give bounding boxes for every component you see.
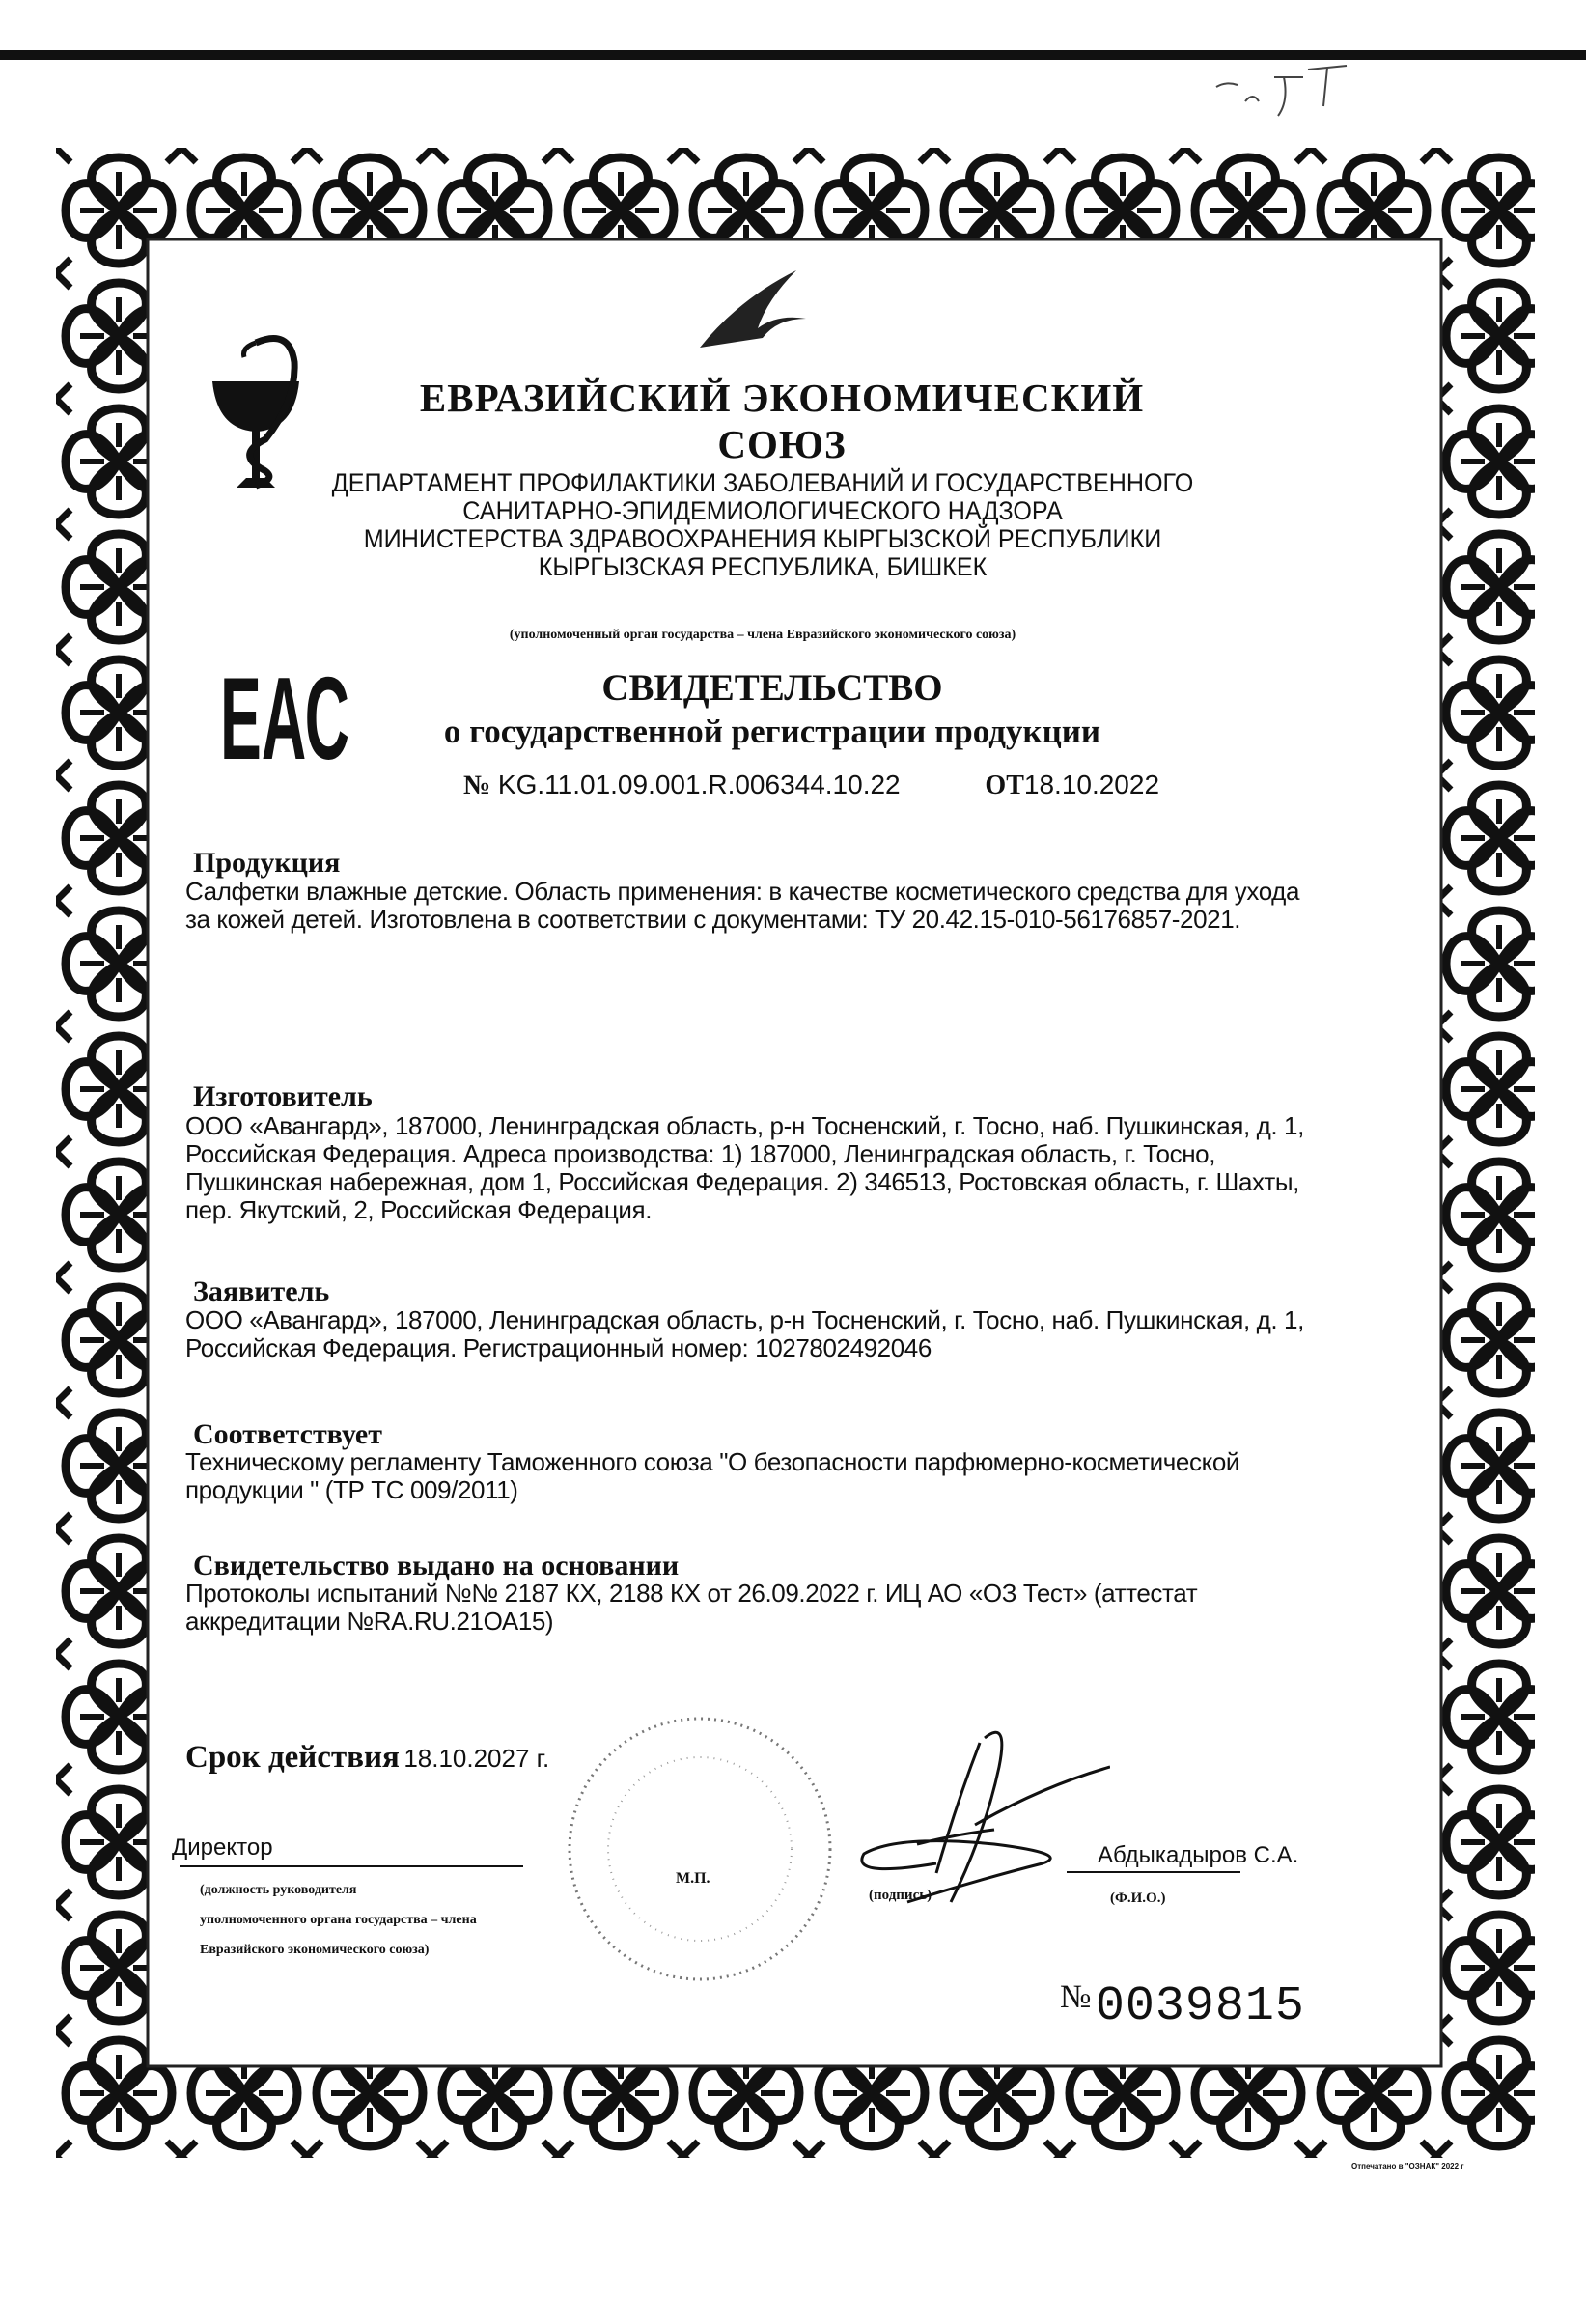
- position-line: [180, 1865, 523, 1867]
- eac-logo: [220, 653, 349, 784]
- department-line-4: КЫРГЫЗСКАЯ РЕСПУБЛИКА, БИШКЕК: [538, 552, 988, 581]
- position-note-3: Евразийского экономического союза): [200, 1943, 430, 1957]
- signature-label: (подпись): [869, 1888, 932, 1903]
- registration-number-value: KG.11.01.09.001.R.006344.10.22: [497, 770, 901, 799]
- signatory-name: Абдыкадыров С.А.: [1098, 1842, 1299, 1868]
- section-heading-conformity: Соответствует: [193, 1418, 382, 1450]
- certificate-title: СВИДЕТЕЛЬСТВО: [601, 667, 943, 709]
- department-line-3: МИНИСТЕРСТВА ЗДРАВООХРАНЕНИЯ КЫРГЫЗСКОЙ РЕСПУБЛИКИ: [363, 524, 1162, 553]
- section-text-basis: Протоколы испытаний №№ 2187 КХ, 2188 КХ от 26.09.2022 г. ИЦ АО «ОЗ Тест» (аттестат аккредитации №RA.RU.21ОА15): [185, 1579, 1198, 1636]
- section-heading-product: Продукция: [193, 847, 341, 879]
- section-text-manufacturer: ООО «Авангард», 187000, Ленинградская область, р-н Тосненский, г. Тосно, наб. Пушкинская, д. 1, Российская Федерация. Адреса производства: 1) 187000, Ленинградская область, г. Тосно, Пушкинская набережная, дом 1, Российская Федерация. 2) 346513, Ростовская область, г. Шахты, пер. Якутский, 2, Российская Федерация.: [185, 1111, 1304, 1224]
- form-number: [1060, 1979, 1305, 2034]
- registration-number: [463, 770, 1159, 801]
- form-number-value: 0039815: [1095, 1979, 1305, 2034]
- section-heading-applicant: Заявитель: [193, 1275, 330, 1307]
- date-prefix: ОТ: [985, 770, 1024, 800]
- eac-mark-text: ЕАС: [220, 653, 349, 784]
- authority-note: (уполномоченный орган государства – члена Евразийского экономического союза): [509, 628, 1016, 642]
- union-title: ЕВРАЗИЙСКИЙ ЭКОНОМИЧЕСКИЙ СОЮЗ: [419, 376, 1145, 466]
- section-text-product: Салфетки влажные детские. Область применения: в качестве косметического средства для ухода за кожей детей. Изготовлена в соответствии с документами: ТУ 20.42.15-010-56176857-2021.: [185, 877, 1300, 934]
- printer-note: Отпечатано в "ОЗНАК" 2022 г: [1351, 2162, 1464, 2170]
- form-number-sign: №: [1060, 1979, 1092, 2015]
- name-label: (Ф.И.О.): [1110, 1890, 1166, 1906]
- department-line-2: САНИТАРНО-ЭПИДЕМИОЛОГИЧЕСКОГО НАДЗОРА: [462, 496, 1063, 525]
- bowl-of-hygieia-icon: [208, 323, 304, 497]
- validity: [185, 1740, 549, 1776]
- department-line-1: ДЕПАРТАМЕНТ ПРОФИЛАКТИКИ ЗАБОЛЕВАНИЙ И ГОСУДАРСТВЕННОГО: [331, 468, 1194, 497]
- stamp-label: М.П.: [676, 1870, 710, 1887]
- handwritten-signature: [792, 1709, 1110, 1921]
- certificate-subtitle: о государственной регистрации продукции: [443, 713, 1101, 750]
- section-text-applicant: ООО «Авангард», 187000, Ленинградская область, р-н Тосненский, г. Тосно, наб. Пушкинская, д. 1, Российская Федерация. Регистрационный номер: 1027802492046: [185, 1305, 1304, 1362]
- section-heading-basis: Свидетельство выдано на основании: [193, 1550, 680, 1582]
- validity-label: Срок действия: [185, 1740, 400, 1775]
- position-note-2: уполномоченного органа государства – члена: [200, 1913, 477, 1927]
- name-line: [1067, 1871, 1240, 1873]
- position-label: Директор: [172, 1834, 273, 1861]
- registration-date: 18.10.2022: [1023, 770, 1160, 799]
- position-note-1: (должность руководителя: [200, 1883, 357, 1897]
- validity-date: 18.10.2027 г.: [403, 1744, 550, 1773]
- section-heading-manufacturer: Изготовитель: [193, 1080, 373, 1112]
- number-sign: №: [463, 770, 491, 800]
- section-text-conformity: Техническому регламенту Таможенного союза "О безопасности парфюмерно-косметической продукции " (ТР ТС 009/2011): [185, 1447, 1240, 1504]
- signature-mark-top: [690, 261, 825, 357]
